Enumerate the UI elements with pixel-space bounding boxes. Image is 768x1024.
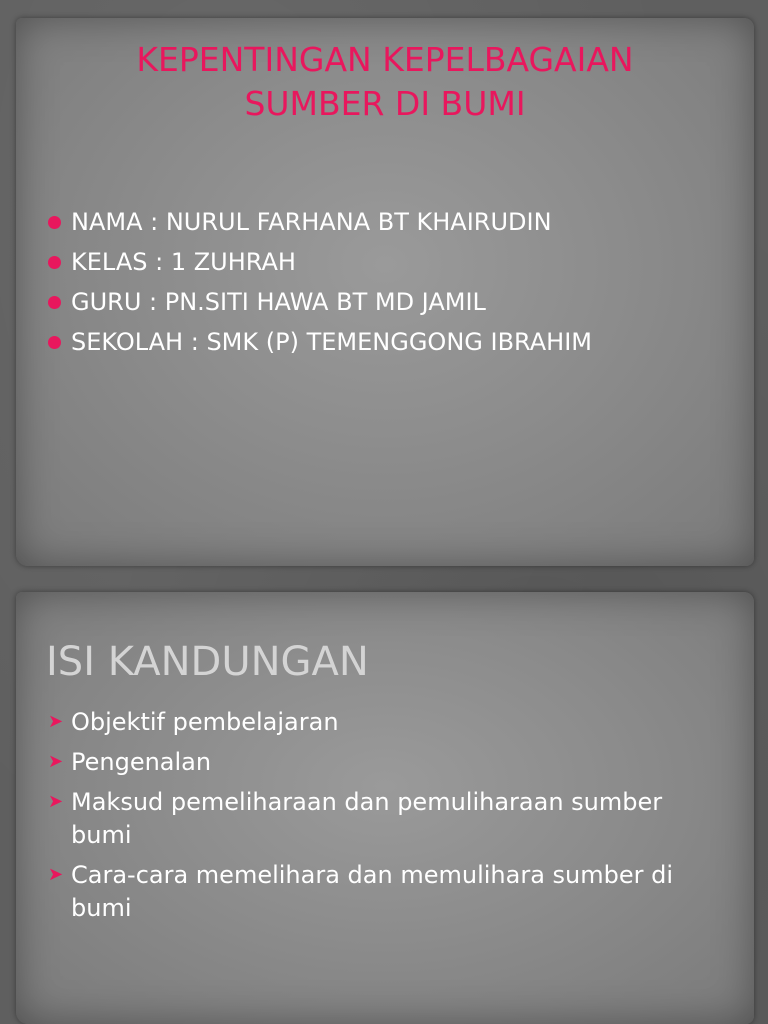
bullet-arrow-icon: ➤	[48, 791, 64, 812]
list-item-text: Cara-cara memelihara dan memulihara sumber di bumi	[71, 861, 674, 922]
list-item	[46, 242, 734, 282]
list-item	[46, 786, 714, 852]
title-line-1: KEPENTINGAN KEPELBAGAIAN	[136, 40, 634, 79]
slide-1	[16, 18, 754, 566]
slide-1-title	[16, 38, 754, 126]
list-item-text: Objektif pembelajaran	[71, 708, 339, 736]
slide-2-title: ISI KANDUNGAN	[46, 639, 369, 685]
list-item-text: NAMA : NURUL FARHANA BT KHAIRUDIN	[71, 208, 552, 236]
list-item-text: Pengenalan	[71, 748, 212, 776]
bullet-dot-icon	[48, 216, 61, 229]
bullet-arrow-icon: ➤	[48, 711, 64, 732]
bullet-dot-icon	[48, 336, 61, 349]
bullet-dot-icon	[48, 256, 61, 269]
list-item-text: GURU : PN.SITI HAWA BT MD JAMIL	[71, 288, 486, 316]
list-item	[46, 202, 734, 242]
bullet-arrow-icon: ➤	[48, 751, 64, 772]
list-item	[46, 746, 714, 779]
bullet-arrow-icon: ➤	[48, 864, 64, 885]
bullet-dot-icon	[48, 296, 61, 309]
list-item-text: KELAS : 1 ZUHRAH	[71, 248, 296, 276]
contents-list	[46, 706, 714, 932]
list-item-text: SEKOLAH : SMK (P) TEMENGGONG IBRAHIM	[71, 328, 592, 356]
list-item	[46, 282, 734, 322]
slide-2	[16, 592, 754, 1024]
title-line-2: SUMBER DI BUMI	[244, 84, 526, 123]
list-item	[46, 322, 734, 362]
list-item	[46, 706, 714, 739]
list-item	[46, 859, 714, 925]
info-list	[46, 202, 734, 362]
list-item-text: Maksud pemeliharaan dan pemuliharaan sumber bumi	[71, 788, 663, 849]
